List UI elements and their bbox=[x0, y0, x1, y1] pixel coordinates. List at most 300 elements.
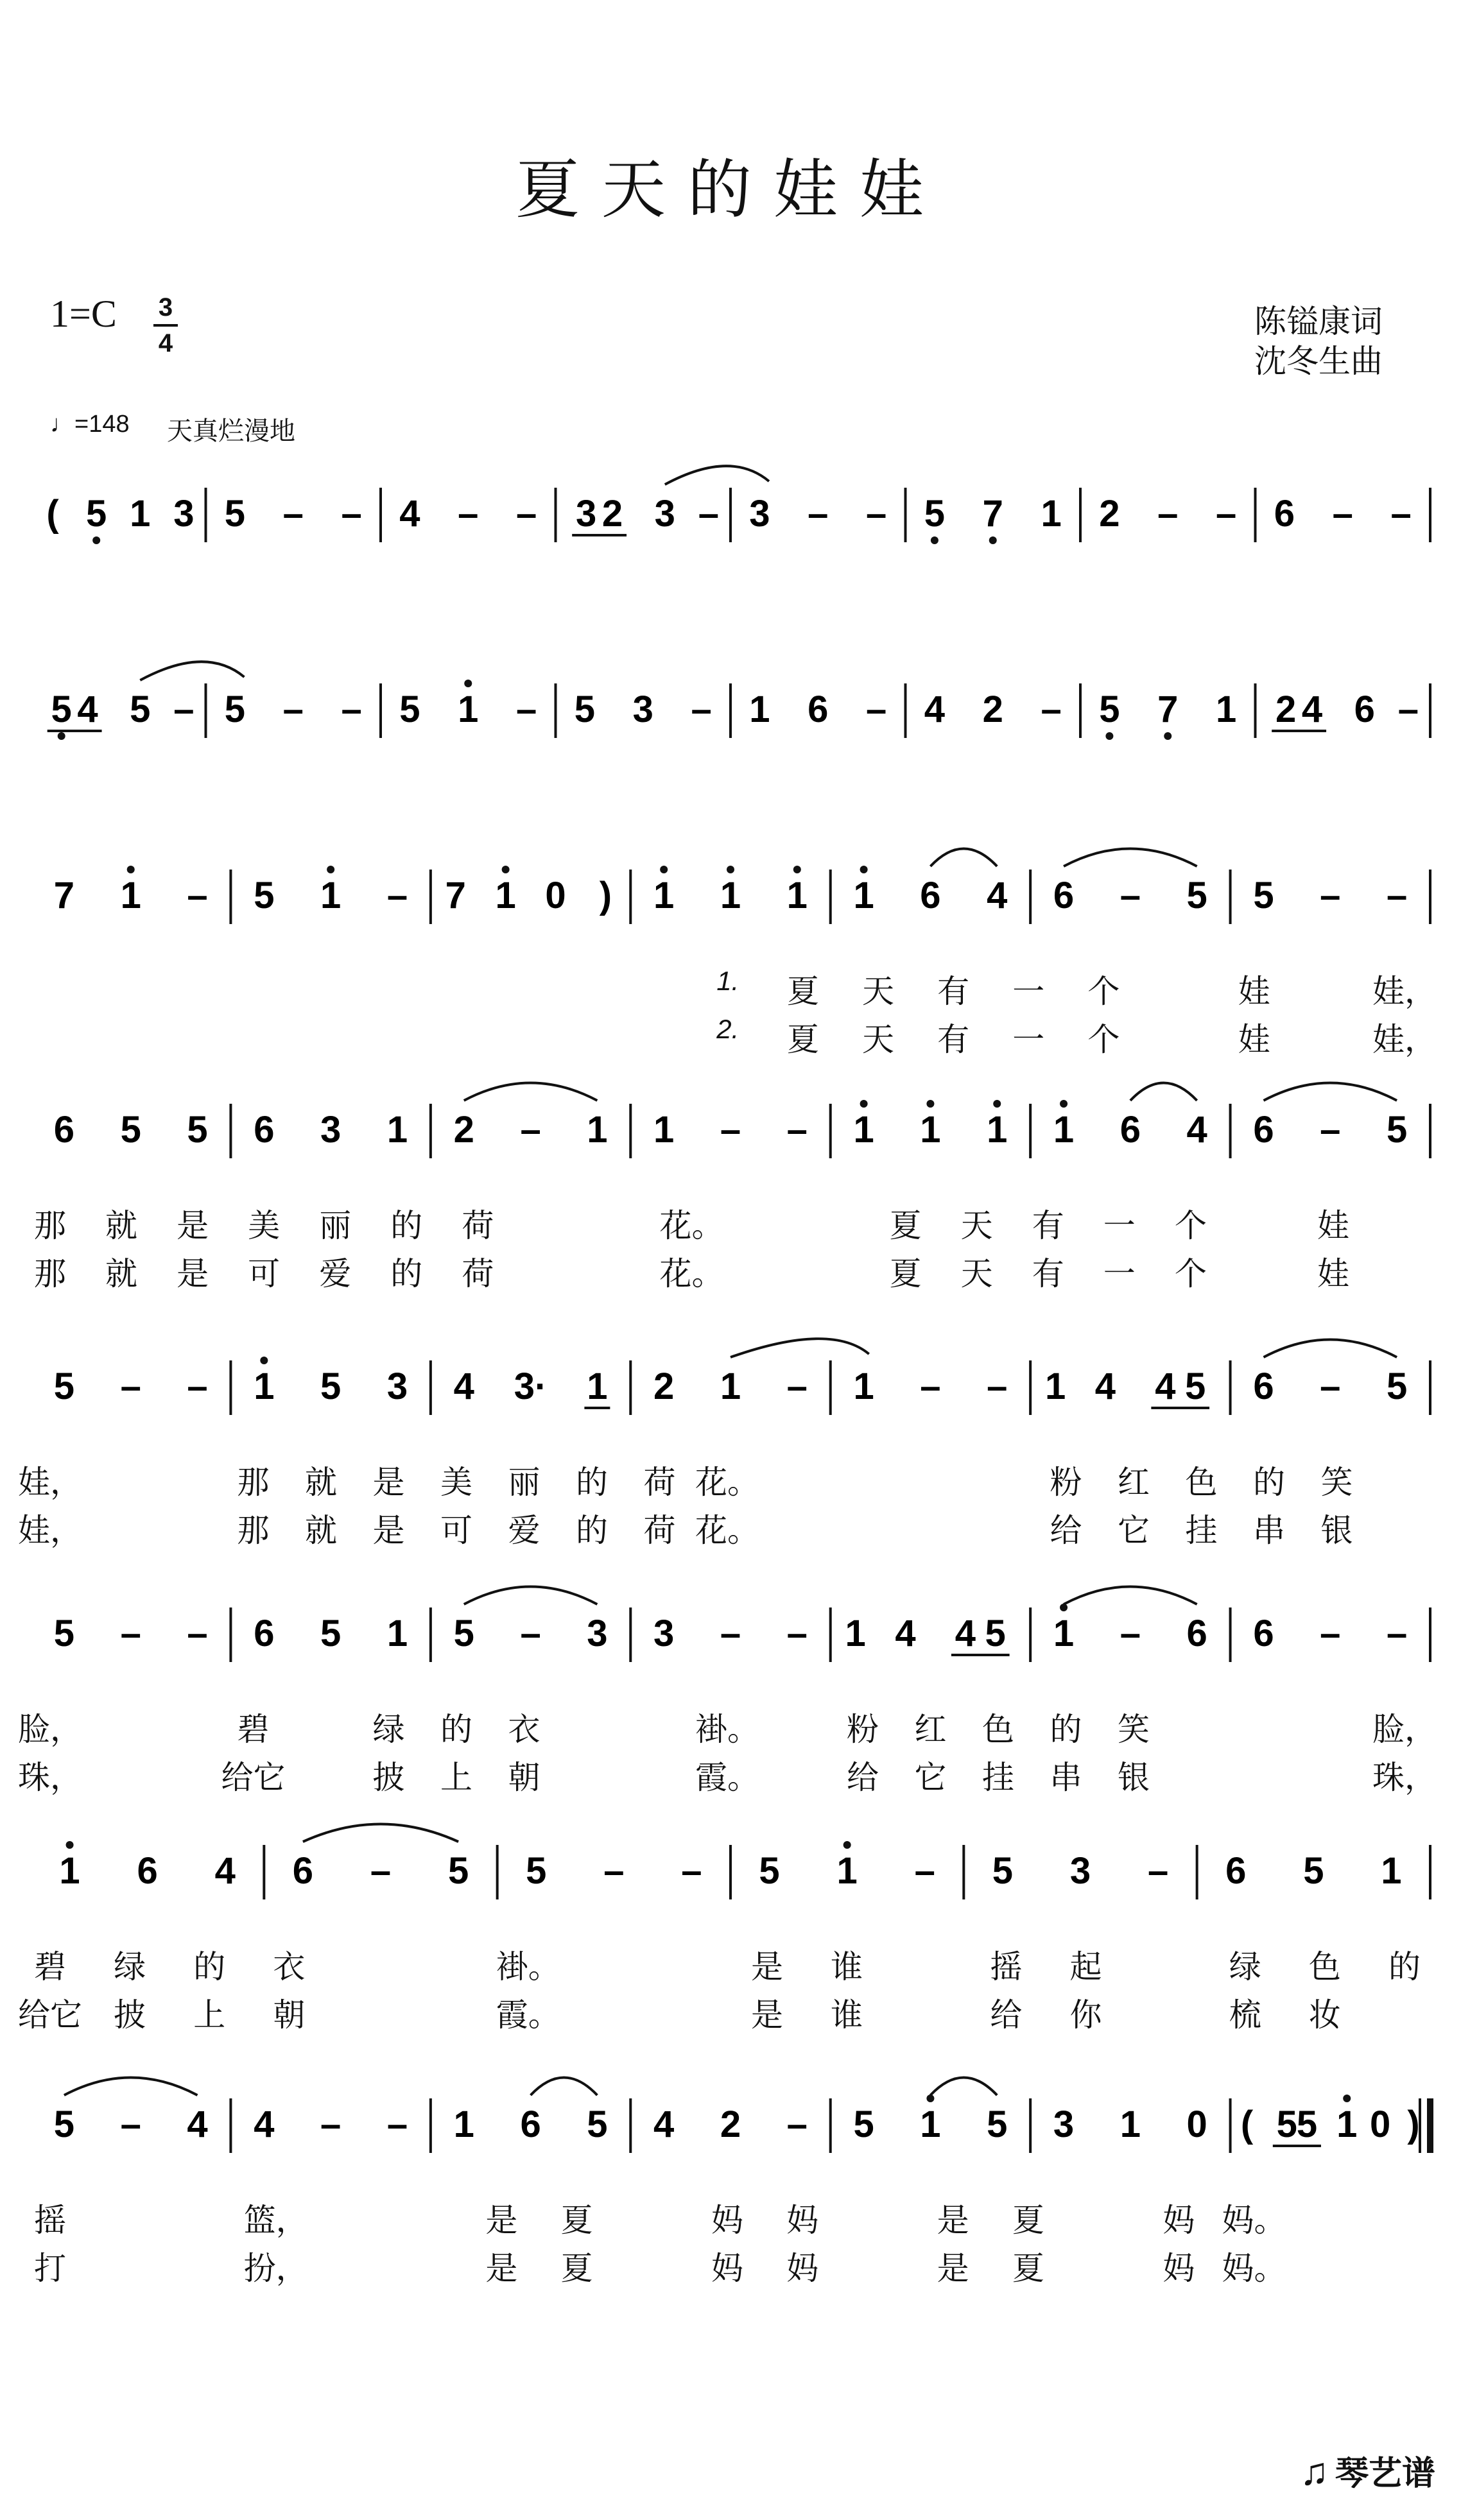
note: 1 bbox=[749, 689, 770, 730]
note: 1 bbox=[1053, 1613, 1075, 1654]
lyric-syllable: 给 bbox=[1050, 1513, 1082, 1548]
note: 1 bbox=[1336, 2104, 1358, 2145]
dash-note: – bbox=[386, 875, 408, 916]
watermark-text: 琴艺谱 bbox=[1335, 2455, 1435, 2492]
note: 1 bbox=[386, 1613, 408, 1654]
lyric-syllable: 红 bbox=[914, 1711, 947, 1747]
note: 5 bbox=[924, 493, 946, 535]
lyric-syllable: 给 bbox=[990, 1997, 1023, 2033]
note: 3· bbox=[514, 1366, 548, 1407]
lyric-syllable: 朝 bbox=[273, 1997, 306, 2033]
lyric-syllable: 就 bbox=[305, 1464, 337, 1500]
dash-note: – bbox=[282, 493, 304, 535]
note: 5 bbox=[224, 493, 246, 535]
lyric-syllable: 上 bbox=[193, 1997, 226, 2033]
lyric-syllable: 妈 bbox=[786, 2202, 819, 2238]
note: 6 bbox=[1120, 1109, 1141, 1151]
dash-note: – bbox=[786, 1366, 808, 1407]
lyric-syllable: 是 bbox=[937, 2202, 969, 2238]
lyric-syllable: 是 bbox=[937, 2250, 969, 2286]
octave-dot-above bbox=[464, 680, 472, 687]
slur bbox=[1263, 1340, 1397, 1358]
key-signature: 1=C bbox=[50, 293, 117, 335]
note: 1 bbox=[1215, 689, 1237, 730]
lyric-syllable: 的 bbox=[1253, 1464, 1285, 1500]
lyric-syllable: 天 bbox=[960, 1256, 993, 1292]
note: 0 bbox=[545, 875, 566, 916]
dash-note: – bbox=[515, 493, 537, 535]
note: 6 bbox=[254, 1613, 275, 1654]
lyric-syllable: 篮， bbox=[243, 2202, 308, 2238]
lyric-syllable: 谁 bbox=[831, 1997, 863, 2033]
note: 6 bbox=[254, 1109, 275, 1151]
lyric-syllable: 打 bbox=[34, 2250, 66, 2286]
note: 5 bbox=[1184, 1366, 1206, 1407]
note: 6 bbox=[1253, 1109, 1274, 1151]
lyric-syllable: 个 bbox=[1174, 1208, 1207, 1244]
dash-note: – bbox=[120, 1366, 141, 1407]
note: 1 bbox=[1120, 2104, 1141, 2145]
dash-note: – bbox=[1215, 493, 1237, 535]
lyric-syllable: 珠， bbox=[18, 1760, 82, 1796]
note: 6 bbox=[292, 1850, 314, 1892]
note: 6 bbox=[1274, 493, 1295, 535]
lyric-syllable: 丽 bbox=[319, 1208, 352, 1244]
note: 1 bbox=[130, 493, 151, 535]
dash-note: – bbox=[1397, 689, 1419, 730]
lyric-syllable: 起 bbox=[1069, 1949, 1102, 1985]
dash-note: – bbox=[386, 2104, 408, 2145]
note: 1 bbox=[653, 1109, 675, 1151]
lyric-syllable: 夏 bbox=[889, 1208, 922, 1244]
dash-note: – bbox=[370, 1850, 392, 1892]
lyric-syllable: 是 bbox=[751, 1997, 784, 2033]
lyric-syllable: 妈。 bbox=[1222, 2202, 1286, 2238]
composer: 沈冬生曲 bbox=[1254, 343, 1383, 379]
lyric-syllable: 荷 bbox=[462, 1208, 494, 1244]
lyric-syllable: 绿 bbox=[114, 1949, 146, 1985]
note: 3 bbox=[749, 493, 770, 535]
lyric-syllable: 银 bbox=[1118, 1760, 1150, 1796]
dash-note: – bbox=[1120, 1613, 1141, 1654]
octave-dot-below bbox=[1164, 732, 1171, 740]
dash-note: – bbox=[187, 875, 208, 916]
tempo-mark: ♩=148 bbox=[50, 411, 130, 438]
dash-note: – bbox=[173, 689, 195, 730]
lyric-syllable: 色 bbox=[982, 1711, 1014, 1747]
lyric-syllable: 可 bbox=[248, 1256, 281, 1292]
lyric-syllable: 绿 bbox=[372, 1711, 405, 1747]
note: 7 bbox=[982, 493, 1003, 535]
octave-dot-above bbox=[860, 1100, 868, 1108]
note: 1 bbox=[453, 2104, 474, 2145]
expression-mark: 天真烂漫地 bbox=[167, 417, 295, 445]
dash-note: – bbox=[1157, 493, 1179, 535]
note: 6 bbox=[137, 1850, 158, 1892]
note: 5 bbox=[1296, 2104, 1318, 2145]
dash-note: – bbox=[1320, 1613, 1341, 1654]
lyric-syllable: 娃 bbox=[1238, 973, 1270, 1009]
slur bbox=[303, 1824, 458, 1842]
parenthesis: ) bbox=[599, 875, 612, 916]
dash-note: – bbox=[187, 1613, 208, 1654]
dash-note: – bbox=[691, 689, 712, 730]
lyric-syllable: 色 bbox=[1185, 1464, 1218, 1500]
lyric-syllable: 妈 bbox=[1163, 2202, 1195, 2238]
note: 5 bbox=[254, 875, 275, 916]
note: 6 bbox=[53, 1109, 75, 1151]
note: 3 bbox=[1053, 2104, 1075, 2145]
lyric-syllable: 妈 bbox=[786, 2250, 819, 2286]
octave-dot-below bbox=[58, 732, 65, 740]
lyric-syllable: 那 bbox=[34, 1208, 66, 1244]
lyric-syllable: 就 bbox=[305, 1513, 337, 1548]
slur bbox=[464, 1587, 598, 1605]
note: 5 bbox=[1386, 1109, 1408, 1151]
lyric-syllable: 天 bbox=[960, 1208, 993, 1244]
note: 1 bbox=[495, 875, 516, 916]
lyric-syllable: 娃， bbox=[18, 1513, 82, 1548]
octave-dot-above bbox=[926, 2095, 934, 2102]
note: 5 bbox=[1099, 689, 1120, 730]
note: 2 bbox=[453, 1109, 474, 1151]
lyric-syllable: 娃 bbox=[1317, 1256, 1349, 1292]
lyric-syllable: 有 bbox=[937, 973, 970, 1009]
lyric-syllable: 天 bbox=[862, 973, 894, 1009]
lyric-syllable: 色 bbox=[1308, 1949, 1341, 1985]
note: 5 bbox=[987, 2104, 1008, 2145]
note: 5 bbox=[86, 493, 107, 535]
note: 3 bbox=[587, 1613, 608, 1654]
lyric-syllable: 夏 bbox=[1012, 2202, 1044, 2238]
dash-note: – bbox=[603, 1850, 625, 1892]
slur bbox=[531, 2078, 598, 2096]
octave-dot-below bbox=[989, 536, 997, 544]
octave-dot-above bbox=[1343, 2095, 1351, 2102]
note: 4 bbox=[955, 1613, 976, 1654]
lyric-syllable: 的 bbox=[1388, 1949, 1421, 1985]
lyric-syllable: 个 bbox=[1174, 1256, 1207, 1292]
note: 0 bbox=[1186, 2104, 1207, 2145]
note: 5 bbox=[320, 1366, 341, 1407]
note: 3 bbox=[173, 493, 195, 535]
dash-note: – bbox=[520, 1109, 541, 1151]
lyric-syllable: 1. bbox=[716, 966, 739, 996]
lyric-syllable: 花。 bbox=[695, 1464, 759, 1500]
lyric-syllable: 就 bbox=[105, 1208, 138, 1244]
lyric-syllable: 是 bbox=[485, 2202, 518, 2238]
dash-note: – bbox=[1320, 875, 1341, 916]
octave-dot-above bbox=[1060, 1604, 1068, 1611]
lyric-syllable: 个 bbox=[1087, 973, 1120, 1009]
lyric-syllable: 脸， bbox=[18, 1711, 82, 1747]
note: 6 bbox=[1253, 1613, 1274, 1654]
lyric-syllable: 笑 bbox=[1320, 1464, 1353, 1500]
lyric-syllable: 的 bbox=[1050, 1711, 1082, 1747]
lyric-syllable: 美 bbox=[440, 1464, 472, 1500]
note: 1 bbox=[1381, 1850, 1402, 1892]
note: 4 bbox=[77, 689, 98, 730]
note: 5 bbox=[853, 2104, 874, 2145]
note: 1 bbox=[920, 2104, 941, 2145]
dash-note: – bbox=[282, 689, 304, 730]
octave-dot-above bbox=[993, 1100, 1001, 1108]
lyric-syllable: 是 bbox=[751, 1949, 784, 1985]
lyric-syllable: 它 bbox=[1118, 1513, 1150, 1548]
dash-note: – bbox=[120, 2104, 141, 2145]
note: 3 bbox=[653, 1613, 675, 1654]
lyric-syllable: 碧 bbox=[237, 1711, 270, 1747]
note: 1 bbox=[587, 1366, 608, 1407]
note: 1 bbox=[587, 1109, 608, 1151]
lyric-syllable: 可 bbox=[440, 1513, 472, 1548]
lyric-syllable: 霞。 bbox=[496, 1997, 560, 2033]
lyric-syllable: 珠， bbox=[1372, 1760, 1437, 1796]
dash-note: – bbox=[1386, 875, 1408, 916]
dash-note: – bbox=[341, 493, 362, 535]
slur bbox=[665, 466, 769, 484]
note: 3 bbox=[632, 689, 653, 730]
octave-dot-above bbox=[926, 1100, 934, 1108]
note: 1 bbox=[720, 875, 741, 916]
time-signature-top: 3 bbox=[158, 293, 173, 321]
note: 3 bbox=[654, 493, 675, 535]
lyric-syllable: 就 bbox=[105, 1256, 138, 1292]
lyric-syllable: 一 bbox=[1012, 1022, 1045, 1058]
lyric-syllable: 妆 bbox=[1308, 1997, 1341, 2033]
note: 1 bbox=[120, 875, 141, 916]
slur bbox=[930, 849, 997, 867]
note: 1 bbox=[386, 1109, 408, 1151]
slur bbox=[64, 2078, 198, 2096]
lyric-syllable: 的 bbox=[576, 1464, 608, 1500]
dash-note: – bbox=[1390, 493, 1412, 535]
lyric-syllable: 娃， bbox=[18, 1464, 82, 1500]
slur bbox=[1064, 1587, 1197, 1605]
lyric-syllable: 爱 bbox=[508, 1513, 540, 1548]
lyric-syllable: 荷 bbox=[643, 1513, 676, 1548]
lyric-syllable: 红 bbox=[1118, 1464, 1150, 1500]
note: 5 bbox=[51, 689, 72, 730]
note: 4 bbox=[1186, 1109, 1207, 1151]
lyric-syllable: 一 bbox=[1103, 1256, 1136, 1292]
dash-note: – bbox=[865, 493, 887, 535]
lyric-syllable: 你 bbox=[1069, 1997, 1102, 2033]
note: 4 bbox=[1155, 1366, 1176, 1407]
octave-dot-above bbox=[843, 1841, 851, 1849]
lyric-syllable: 有 bbox=[1032, 1208, 1064, 1244]
dash-note: – bbox=[520, 1613, 541, 1654]
note: 5 bbox=[759, 1850, 780, 1892]
slur bbox=[464, 1083, 598, 1101]
note: 5 bbox=[1303, 1850, 1324, 1892]
note: 4 bbox=[987, 875, 1008, 916]
dash-note: – bbox=[1041, 689, 1062, 730]
qiyipu-logo-icon: ♫ bbox=[1299, 2450, 1329, 2493]
lyric-syllable: 夏 bbox=[560, 2202, 593, 2238]
lyric-syllable: 摇 bbox=[34, 2202, 66, 2238]
note: 1 bbox=[1041, 493, 1062, 535]
dash-note: – bbox=[914, 1850, 935, 1892]
note: 4 bbox=[214, 1850, 236, 1892]
lyric-syllable: 个 bbox=[1087, 1022, 1120, 1058]
lyric-syllable: 花。 bbox=[659, 1208, 724, 1244]
lyric-syllable: 爱 bbox=[319, 1256, 352, 1292]
note: 7 bbox=[445, 875, 466, 916]
note: 5 bbox=[120, 1109, 141, 1151]
note: 6 bbox=[520, 2104, 541, 2145]
lyric-syllable: 有 bbox=[937, 1022, 970, 1058]
lyric-syllable: 笑 bbox=[1118, 1711, 1150, 1747]
slur bbox=[930, 2078, 997, 2096]
lyric-syllable: 夏 bbox=[786, 1022, 819, 1058]
parenthesis: ( bbox=[1240, 2104, 1254, 2145]
lyric-syllable: 花。 bbox=[659, 1256, 724, 1292]
lyric-syllable: 披 bbox=[114, 1997, 146, 2033]
slur bbox=[1064, 849, 1197, 867]
lyric-syllable: 的 bbox=[390, 1256, 423, 1292]
dash-note: – bbox=[1320, 1366, 1341, 1407]
note: 6 bbox=[1354, 689, 1375, 730]
note: 3 bbox=[386, 1366, 408, 1407]
note: 4 bbox=[653, 2104, 675, 2145]
note: 2 bbox=[982, 689, 1003, 730]
note: 5 bbox=[1386, 1366, 1408, 1407]
note: 5 bbox=[1186, 875, 1207, 916]
slur bbox=[1263, 1083, 1397, 1101]
dash-note: – bbox=[458, 493, 479, 535]
note: 7 bbox=[1157, 689, 1179, 730]
octave-dot-above bbox=[1060, 1100, 1068, 1108]
note: 3 bbox=[1069, 1850, 1091, 1892]
dash-note: – bbox=[341, 689, 362, 730]
note: 1 bbox=[836, 1850, 858, 1892]
octave-dot-above bbox=[860, 866, 868, 873]
lyric-syllable: 妈。 bbox=[1222, 2250, 1286, 2286]
lyric-syllable: 披 bbox=[372, 1760, 405, 1796]
note: 1 bbox=[853, 1366, 874, 1407]
lyric-syllable: 是 bbox=[372, 1464, 405, 1500]
lyric-syllable: 的 bbox=[193, 1949, 226, 1985]
lyric-syllable: 给 bbox=[847, 1760, 879, 1796]
octave-dot-above bbox=[327, 866, 334, 873]
dash-note: – bbox=[808, 493, 829, 535]
dash-note: – bbox=[1120, 875, 1141, 916]
lyric-syllable: 妈 bbox=[711, 2250, 743, 2286]
lyric-syllable: 娃 bbox=[1317, 1208, 1349, 1244]
note: 1 bbox=[458, 689, 479, 730]
octave-dot-above bbox=[660, 866, 668, 873]
note: 5 bbox=[574, 689, 596, 730]
note: 4 bbox=[895, 1613, 916, 1654]
note: 1 bbox=[254, 1366, 275, 1407]
lyric-syllable: 串 bbox=[1050, 1760, 1082, 1796]
note: 2 bbox=[653, 1366, 675, 1407]
note: 6 bbox=[1225, 1850, 1247, 1892]
dash-note: – bbox=[865, 689, 887, 730]
lyric-syllable: 上 bbox=[440, 1760, 472, 1796]
watermark bbox=[1300, 2446, 1435, 2494]
dash-note: – bbox=[720, 1613, 741, 1654]
lyric-syllable: 荷 bbox=[643, 1464, 676, 1500]
note: 5 bbox=[130, 689, 151, 730]
note: 5 bbox=[985, 1613, 1006, 1654]
dash-note: – bbox=[720, 1109, 741, 1151]
lyric-syllable: 是 bbox=[177, 1208, 209, 1244]
note: 1 bbox=[720, 1366, 741, 1407]
dash-note: – bbox=[698, 493, 720, 535]
octave-dot-above bbox=[66, 1841, 74, 1849]
lyric-syllable: 串 bbox=[1253, 1513, 1285, 1548]
lyric-syllable: 梳 bbox=[1229, 1997, 1261, 2033]
note: 5 bbox=[187, 1109, 208, 1151]
lyric-syllable: 一 bbox=[1012, 973, 1045, 1009]
lyric-syllable: 它 bbox=[914, 1760, 947, 1796]
lyric-syllable: 2. bbox=[716, 1014, 739, 1044]
note: 4 bbox=[1301, 689, 1323, 730]
page-title: 夏天的娃娃 bbox=[515, 152, 946, 227]
note: 0 bbox=[1370, 2104, 1391, 2145]
slur bbox=[140, 662, 244, 680]
note: 6 bbox=[808, 689, 829, 730]
dash-note: – bbox=[320, 2104, 341, 2145]
dash-note: – bbox=[987, 1366, 1008, 1407]
lyric-syllable: 给它 bbox=[18, 1997, 82, 2033]
note: 6 bbox=[920, 875, 941, 916]
note: 2 bbox=[720, 2104, 741, 2145]
lyric-syllable: 碧 bbox=[34, 1949, 66, 1985]
note: 1 bbox=[320, 875, 341, 916]
lyricist: 陈镒康词 bbox=[1254, 304, 1383, 339]
note: 4 bbox=[254, 2104, 275, 2145]
lyric-syllable: 绿 bbox=[1229, 1949, 1261, 1985]
note: 1 bbox=[920, 1109, 941, 1151]
lyric-syllable: 那 bbox=[34, 1256, 66, 1292]
note: 1 bbox=[59, 1850, 80, 1892]
lyric-syllable: 妈 bbox=[711, 2202, 743, 2238]
dash-note: – bbox=[1332, 493, 1353, 535]
dash-note: – bbox=[1147, 1850, 1169, 1892]
note: 1 bbox=[853, 1109, 874, 1151]
lyric-syllable: 是 bbox=[485, 2250, 518, 2286]
note: 2 bbox=[601, 493, 623, 535]
dash-note: – bbox=[786, 1613, 808, 1654]
dash-note: – bbox=[187, 1366, 208, 1407]
lyric-syllable: 那 bbox=[237, 1513, 270, 1548]
note: 5 bbox=[53, 1366, 75, 1407]
lyric-syllable: 衣 bbox=[273, 1949, 306, 1985]
note: 5 bbox=[53, 1613, 75, 1654]
octave-dot-above bbox=[260, 1357, 268, 1364]
slur bbox=[1130, 1083, 1197, 1101]
note: 5 bbox=[1253, 875, 1274, 916]
note: 5 bbox=[526, 1850, 547, 1892]
lyric-syllable: 谁 bbox=[831, 1949, 863, 1985]
lyric-syllable: 朝 bbox=[508, 1760, 540, 1796]
slur bbox=[730, 1339, 869, 1357]
note: 5 bbox=[320, 1613, 341, 1654]
lyric-syllable: 衣 bbox=[508, 1711, 540, 1747]
note: 4 bbox=[453, 1366, 474, 1407]
note: 1 bbox=[786, 875, 808, 916]
lyric-syllable: 夏 bbox=[889, 1256, 922, 1292]
lyric-syllable: 美 bbox=[248, 1208, 281, 1244]
note: 5 bbox=[447, 1850, 469, 1892]
lyric-syllable: 娃， bbox=[1372, 1022, 1437, 1058]
parenthesis: ) bbox=[1407, 2104, 1420, 2145]
note: 3 bbox=[320, 1109, 341, 1151]
lyric-syllable: 挂 bbox=[1185, 1513, 1218, 1548]
